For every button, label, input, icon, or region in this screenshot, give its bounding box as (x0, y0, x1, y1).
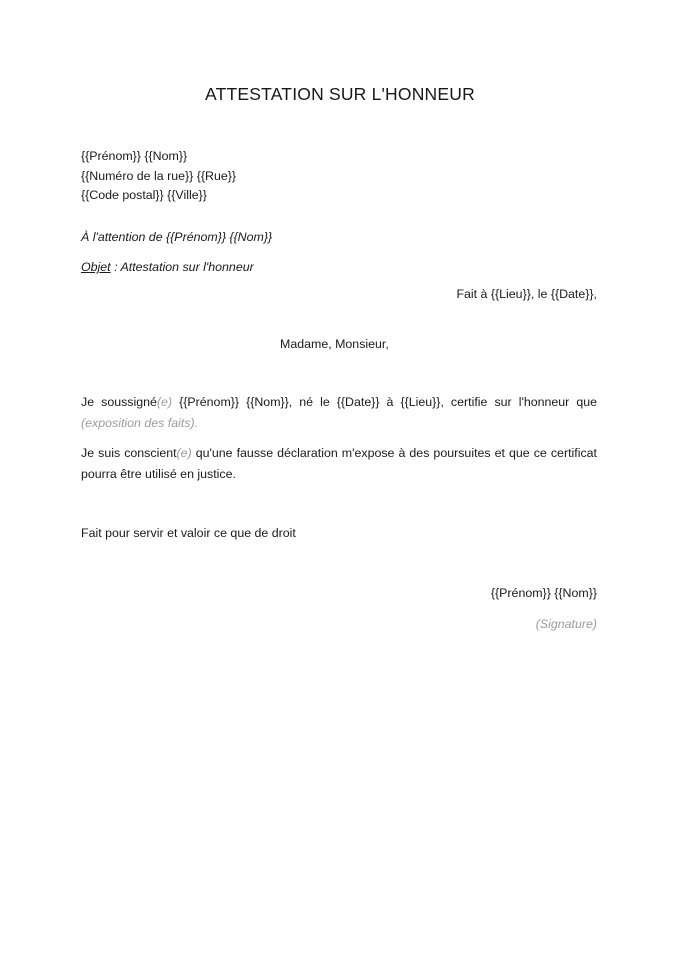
closing-statement (81, 524, 597, 544)
place-date-line: Fait à {{Lieu}}, le {{Date}}, (456, 287, 597, 301)
paragraph-2-placeholder-gender: (e) (176, 446, 192, 460)
sender-name-line: {{Prénom}} {{Nom}} (81, 149, 188, 163)
sender-address-block (81, 147, 597, 206)
signature-name: {{Prénom}} {{Nom}} (490, 586, 597, 600)
sender-street-line: {{Numéro de la rue}} {{Rue}} (81, 168, 237, 183)
paragraph-1-placeholder-gender: (e) (156, 395, 173, 409)
page-title: ATTESTATION SUR L'HONNEUR (205, 84, 475, 104)
paragraph-2-segment-2: qu'une fausse déclaration m'expose à des poursuites et que ce certificat pourra être utilisé en justice. (81, 446, 597, 481)
paragraph-1-segment-2: {{Prénom}} {{Nom}}, né le {{Date}} à {{Lieu}}, certifie sur l'honneur que (172, 395, 597, 409)
body-paragraph-1 (81, 392, 597, 434)
salutation-line: Madame, Monsieur, (280, 337, 389, 351)
attention-line: À l'attention de {{Prénom}} {{Nom}} (81, 230, 273, 244)
closing-line: Fait pour servir et valoir ce que de droit (81, 526, 296, 540)
paragraph-1-segment-1: Je soussigné (81, 395, 157, 409)
body-paragraph-2 (81, 443, 597, 485)
subject-label: Objet (81, 260, 111, 274)
subject-separator: : (110, 260, 121, 274)
paragraph-2-segment-1: Je suis conscient (81, 446, 177, 460)
subject-value: Attestation sur l'honneur (120, 260, 254, 274)
sender-city-line: {{Code postal}} {{Ville}} (81, 188, 207, 202)
signature-placeholder: (Signature) (535, 617, 597, 631)
subject-line (81, 258, 597, 277)
paragraph-1-placeholder-facts: (exposition des faits). (81, 416, 199, 430)
